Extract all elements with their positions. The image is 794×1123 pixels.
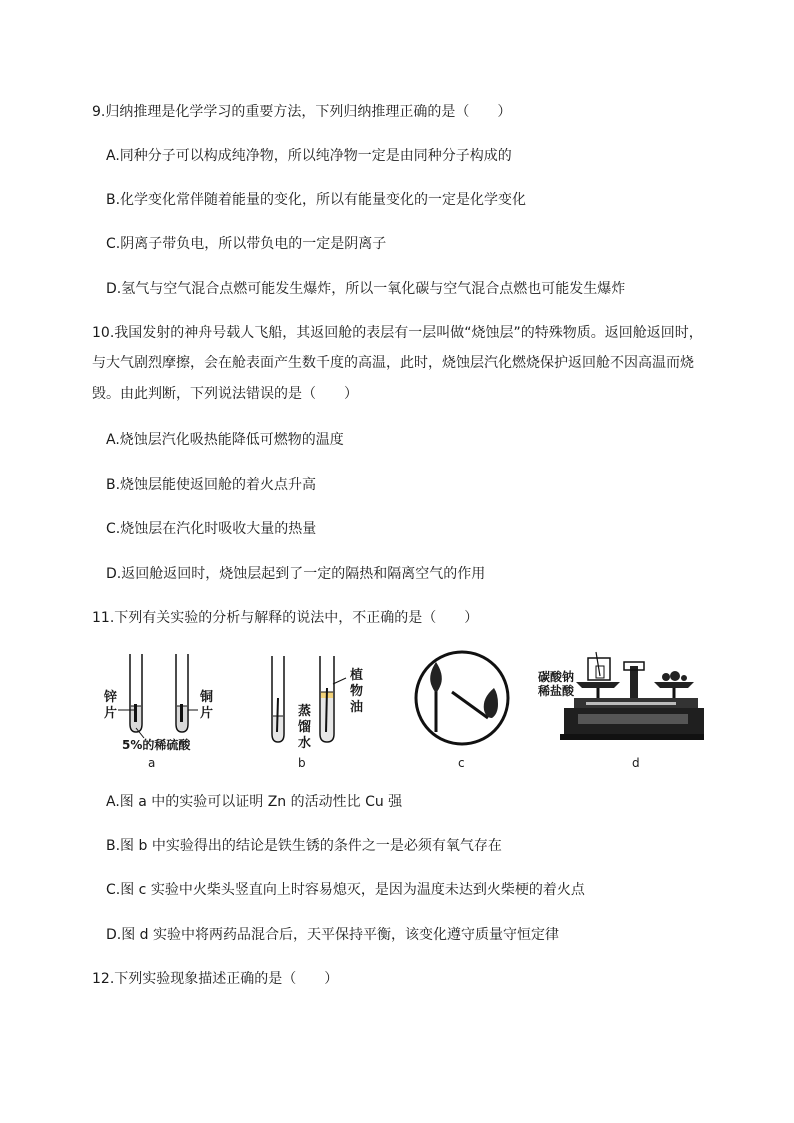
figure-c-drawing <box>412 648 512 748</box>
q11-option-c: C.图 c 实验中火柴头竖直向上时容易熄灭，是因为温度未达到火柴梗的着火点 <box>106 882 585 898</box>
q11-option-a: A.图 a 中的实验可以证明 Zn 的活动性比 Cu 强 <box>106 794 403 810</box>
figure-d-caption: d <box>632 756 640 770</box>
figure-a-acid-label: 5%的稀硫酸 <box>122 738 191 752</box>
figure-c-caption: c <box>458 756 465 770</box>
q10-option-b: B.烧蚀层能使返回舱的着火点升高 <box>106 477 317 493</box>
figure-b-water-label: 蒸馏水 <box>298 704 312 751</box>
q10-option-d: D.返回舱返回时，烧蚀层起到了一定的隔热和隔离空气的作用 <box>106 566 486 582</box>
figure-a-caption: a <box>148 756 156 770</box>
figure-a <box>100 648 220 768</box>
q9-option-a: A.同种分子可以构成纯净物，所以纯净物一定是由同种分子构成的 <box>106 148 512 164</box>
figure-b <box>262 648 372 768</box>
figure-c <box>412 648 512 768</box>
figure-b-caption: b <box>298 756 306 770</box>
q10-stem-line-2: 与大气剧烈摩擦，会在舱表面产生数千度的高温，此时，烧蚀层汽化燃烧保护返回舱不因高温而烧 <box>92 355 694 371</box>
figure-d-drawing <box>534 648 704 748</box>
q9-option-d: D.氢气与空气混合点燃可能发生爆炸，所以一氧化碳与空气混合点燃也可能发生爆炸 <box>106 281 626 297</box>
figure-d <box>534 648 704 768</box>
figure-d-carbonate-label: 碳酸钠 <box>538 670 575 684</box>
q9-option-c: C.阴离子带负电，所以带负电的一定是阴离子 <box>106 236 387 252</box>
q11-option-d: D.图 d 实验中将两药品混合后，天平保持平衡，该变化遵守质量守恒定律 <box>106 927 560 943</box>
q10-option-a: A.烧蚀层汽化吸热能降低可燃物的温度 <box>106 432 344 448</box>
q11-option-b: B.图 b 中实验得出的结论是铁生锈的条件之一是必须有氧气存在 <box>106 838 502 854</box>
figure-a-zinc-label: 锌片 <box>104 690 118 721</box>
q10-stem-line-1: 10.我国发射的神舟号载人飞船，其返回舱的表层有一层叫做“烧蚀层”的特殊物质。返回舱返回时， <box>92 325 703 341</box>
figure-b-oil-label: 植物油 <box>350 668 364 715</box>
figure-d-hcl-label: 稀盐酸 <box>538 684 575 698</box>
q9-stem: 9.归纳推理是化学学习的重要方法，下列归纳推理正确的是（ ） <box>92 104 512 120</box>
q12-stem: 12.下列实验现象描述正确的是（ ） <box>92 971 339 987</box>
q10-option-c: C.烧蚀层在汽化时吸收大量的热量 <box>106 521 317 537</box>
q11-stem: 11.下列有关实验的分析与解释的说法中，不正确的是（ ） <box>92 610 479 626</box>
q9-option-b: B.化学变化常伴随着能量的变化，所以有能量变化的一定是化学变化 <box>106 192 527 208</box>
q10-stem-line-3: 毁。由此判断，下列说法错误的是（ ） <box>92 386 358 402</box>
figure-a-copper-label: 铜片 <box>200 690 214 721</box>
